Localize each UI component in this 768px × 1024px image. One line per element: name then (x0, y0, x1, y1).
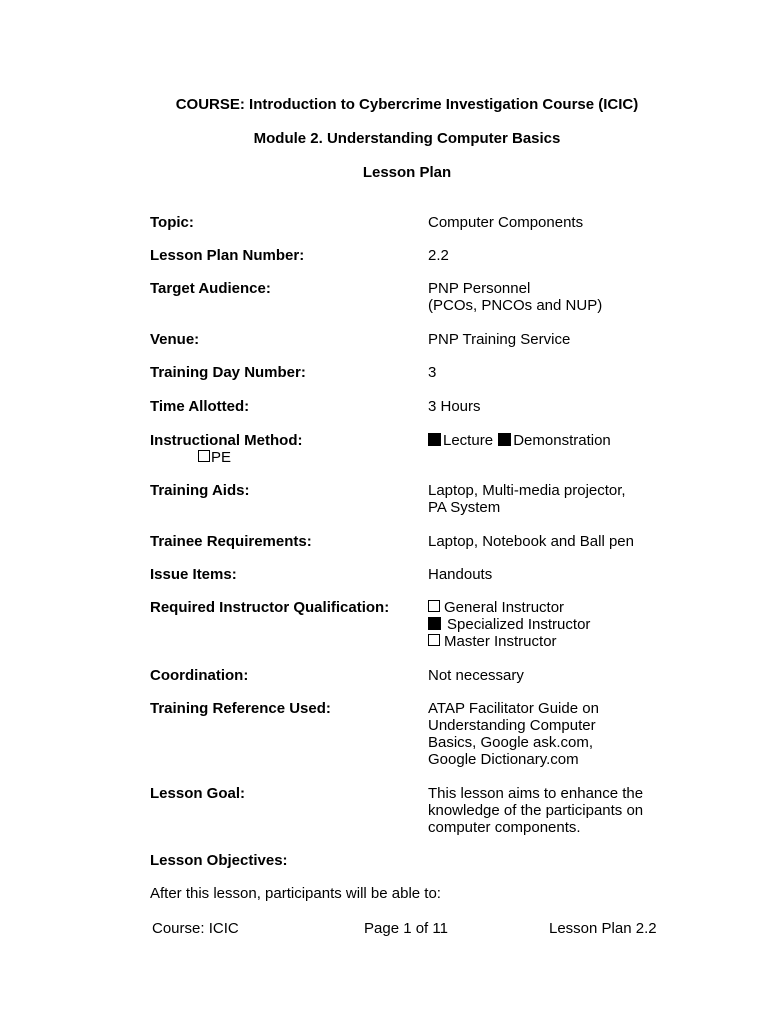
field-value (428, 599, 590, 650)
field-label: Topic: (150, 214, 194, 231)
field-label: Coordination: (150, 667, 249, 684)
lesson-objectives-intro: After this lesson, participants will be able to: (150, 885, 441, 902)
field-value: Computer Components (428, 214, 584, 231)
field-value (428, 785, 643, 836)
option-label: Lecture (443, 432, 494, 449)
option-label: Demonstration (513, 432, 611, 449)
field-label: Instructional Method: (150, 432, 303, 449)
field-value: Laptop, Notebook and Ball pen (428, 533, 634, 550)
option-label: General Instructor (444, 599, 565, 616)
value-line: Basics, Google ask.com, (428, 734, 594, 751)
field-label: Training Day Number: (150, 364, 306, 381)
footer-lesson-plan: Lesson Plan 2.2 (549, 920, 657, 937)
footer-course: Course: ICIC (152, 920, 239, 937)
value-line: Google Dictionary.com (428, 751, 579, 768)
field-label: Lesson Plan Number: (150, 247, 305, 264)
option-pe (198, 449, 231, 466)
value-line: knowledge of the participants on (428, 802, 644, 819)
field-value: 2.2 (428, 247, 449, 264)
value-line: This lesson aims to enhance the (428, 785, 644, 802)
course-title: COURSE: Introduction to Cybercrime Investigation Course (ICIC) (175, 96, 639, 113)
field-value (428, 432, 611, 449)
field-value: Not necessary (428, 667, 524, 684)
option-label: Master Instructor (444, 633, 557, 650)
field-label: Target Audience: (150, 280, 271, 297)
field-value: Handouts (428, 566, 493, 583)
checkbox-unchecked-icon (428, 600, 440, 612)
field-label: Trainee Requirements: (150, 533, 312, 550)
value-line: ATAP Facilitator Guide on (428, 700, 599, 717)
lesson-objectives-heading: Lesson Objectives: (150, 852, 288, 869)
checkbox-unchecked-icon (198, 450, 210, 462)
field-value: 3 Hours (428, 398, 481, 415)
checkbox-checked-icon (498, 433, 511, 446)
field-label: Issue Items: (150, 566, 237, 583)
document-title: Lesson Plan (362, 164, 452, 181)
field-value (428, 482, 626, 516)
checkbox-unchecked-icon (428, 634, 440, 646)
value-line: PA System (428, 499, 501, 516)
value-line: Laptop, Multi-media projector, (428, 482, 626, 499)
field-value (428, 280, 602, 314)
value-line: Understanding Computer (428, 717, 596, 734)
checkbox-checked-icon (428, 617, 441, 630)
value-line: PNP Personnel (428, 280, 531, 297)
option-row (428, 633, 590, 650)
field-label: Venue: (150, 331, 200, 348)
option-label: PE (211, 449, 232, 466)
module-title: Module 2. Understanding Computer Basics (253, 130, 561, 147)
option-row (428, 599, 590, 616)
field-label: Lesson Goal: (150, 785, 246, 802)
footer-page-number: Page 1 of 11 (364, 920, 448, 937)
value-line: computer components. (428, 819, 581, 836)
field-value: 3 (428, 364, 437, 381)
field-value: PNP Training Service (428, 331, 571, 348)
value-line: (PCOs, PNCOs and NUP) (428, 297, 603, 314)
field-label: Required Instructor Qualification: (150, 599, 390, 616)
field-label: Training Aids: (150, 482, 250, 499)
field-value (428, 700, 599, 768)
field-label: Training Reference Used: (150, 700, 331, 717)
option-label: Specialized Instructor (447, 616, 591, 633)
option-row (428, 616, 590, 633)
field-label: Time Allotted: (150, 398, 250, 415)
checkbox-checked-icon (428, 433, 441, 446)
